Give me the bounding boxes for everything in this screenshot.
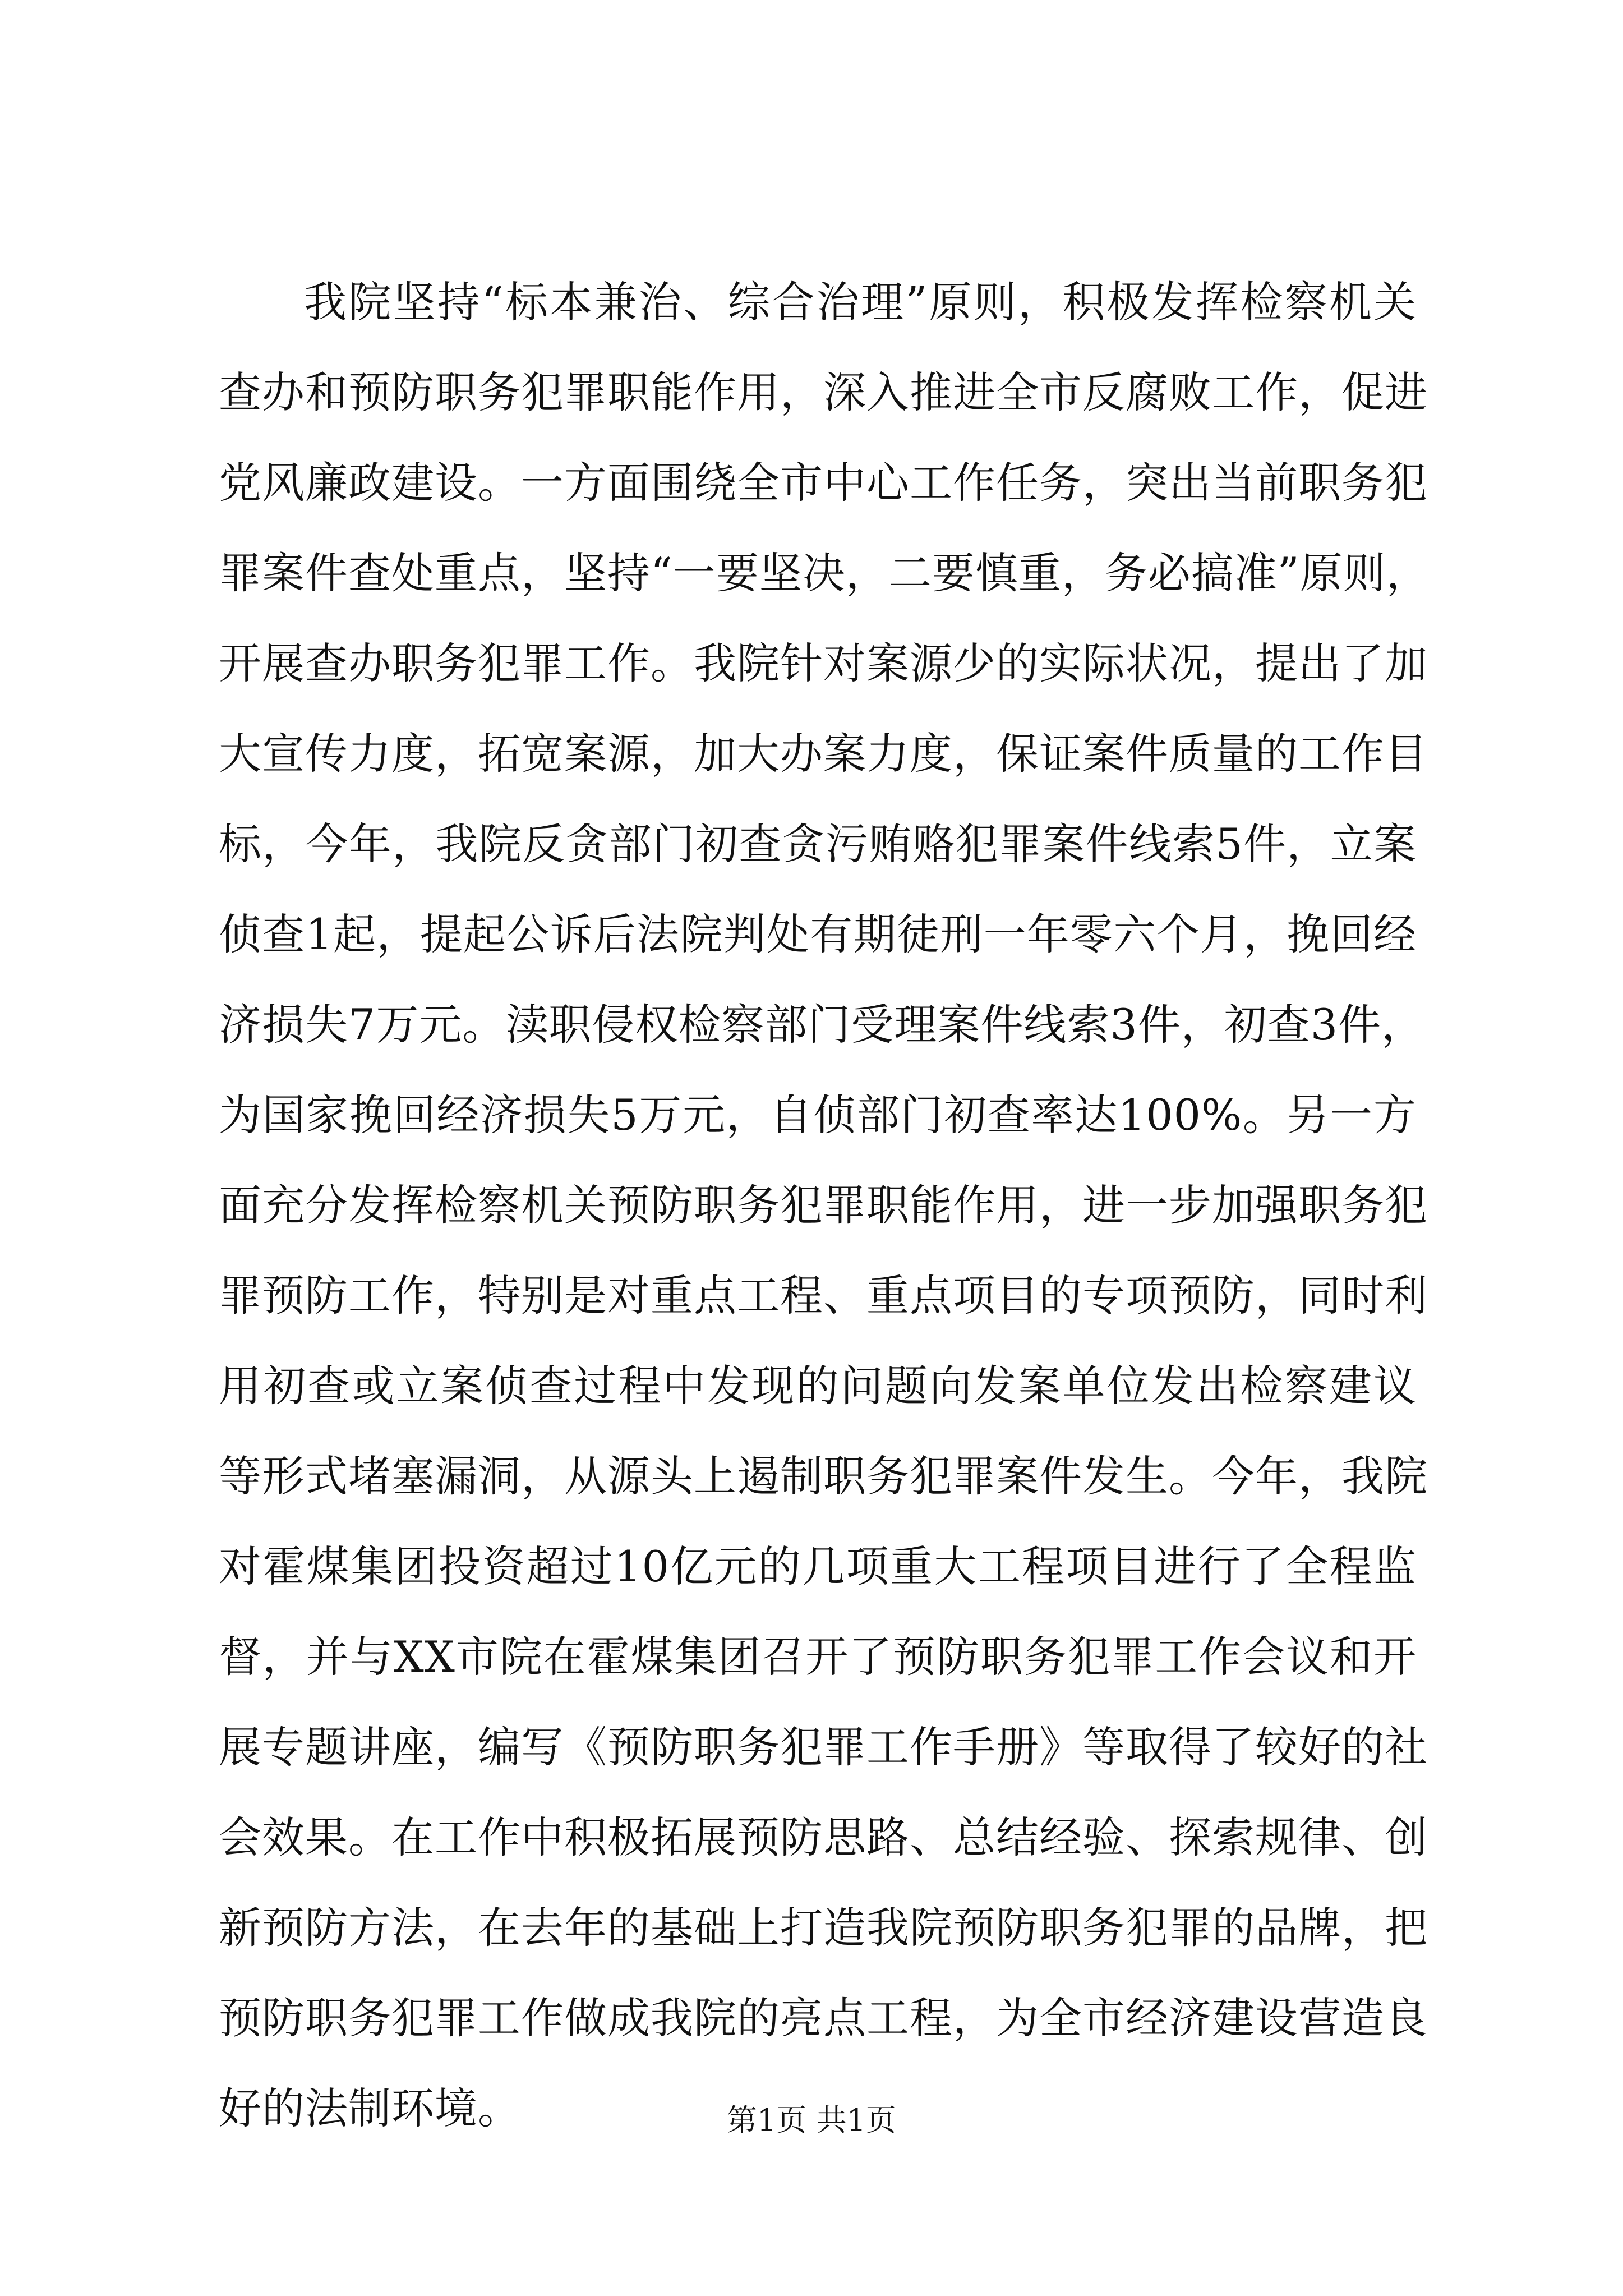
paragraph-line: 大宣传力度，拓宽案源，加大办案力度，保证案件质量的工作目: [219, 729, 1428, 779]
paragraph-line: 督，并与XX市院在霍煤集团召开了预防职务犯罪工作会议和开: [219, 1632, 1417, 1682]
paragraph-line: 侦查1起，提起公诉后法院判处有期徒刑一年零六个月，挽回经: [219, 909, 1417, 959]
paragraph-line: 为国家挽回经济损失5万元，自侦部门初查率达100%。另一方: [219, 1090, 1417, 1140]
paragraph-line: 展专题讲座，编写《预防职务犯罪工作手册》等取得了较好的社: [219, 1722, 1428, 1772]
paragraph-line: 罪案件查处重点，坚持“一要坚决，二要慎重，务必搞准”原则，: [219, 548, 1430, 598]
paragraph-line: 好的法制环境。: [219, 2083, 521, 2133]
body-paragraph: [219, 257, 1430, 2154]
paragraph-line: 查办和预防职务犯罪职能作用，深入推进全市反腐败工作，促进: [219, 367, 1428, 417]
paragraph-line: 罪预防工作，特别是对重点工程、重点项目的专项预防，同时利: [219, 1271, 1428, 1320]
paragraph-line: 等形式堵塞漏洞，从源头上遏制职务犯罪案件发生。今年，我院: [219, 1451, 1428, 1501]
paragraph-line: 预防职务犯罪工作做成我院的亮点工程，为全市经济建设营造良: [219, 1993, 1428, 2043]
paragraph-line: 对霍煤集团投资超过10亿元的几项重大工程项目进行了全程监: [219, 1542, 1417, 1591]
paragraph-line: 开展查办职务犯罪工作。我院针对案源少的实际状况，提出了加: [219, 638, 1428, 688]
paragraph-line: 会效果。在工作中积极拓展预防思路、总结经验、探索规律、创: [219, 1812, 1428, 1862]
paragraph-line: 用初查或立案侦查过程中发现的问题向发案单位发出检察建议: [219, 1361, 1417, 1411]
paragraph-line: 新预防方法，在去年的基础上打造我院预防职务犯罪的品牌，把: [219, 1903, 1428, 1953]
paragraph-line: 党风廉政建设。一方面围绕全市中心工作任务，突出当前职务犯: [219, 458, 1428, 508]
paragraph-line: 面充分发挥检察机关预防职务犯罪职能作用，进一步加强职务犯: [219, 1180, 1428, 1230]
paragraph-line: 我院坚持“标本兼治、综合治理”原则，积极发挥检察机关: [304, 277, 1417, 327]
paragraph-line: 标，今年，我院反贪部门初查贪污贿赂犯罪案件线索5件，立案: [219, 819, 1417, 869]
page-footer: 第1页 共1页: [727, 2102, 896, 2138]
paragraph-line: 济损失7万元。渎职侵权检察部门受理案件线索3件，初查3件，: [219, 1000, 1425, 1050]
